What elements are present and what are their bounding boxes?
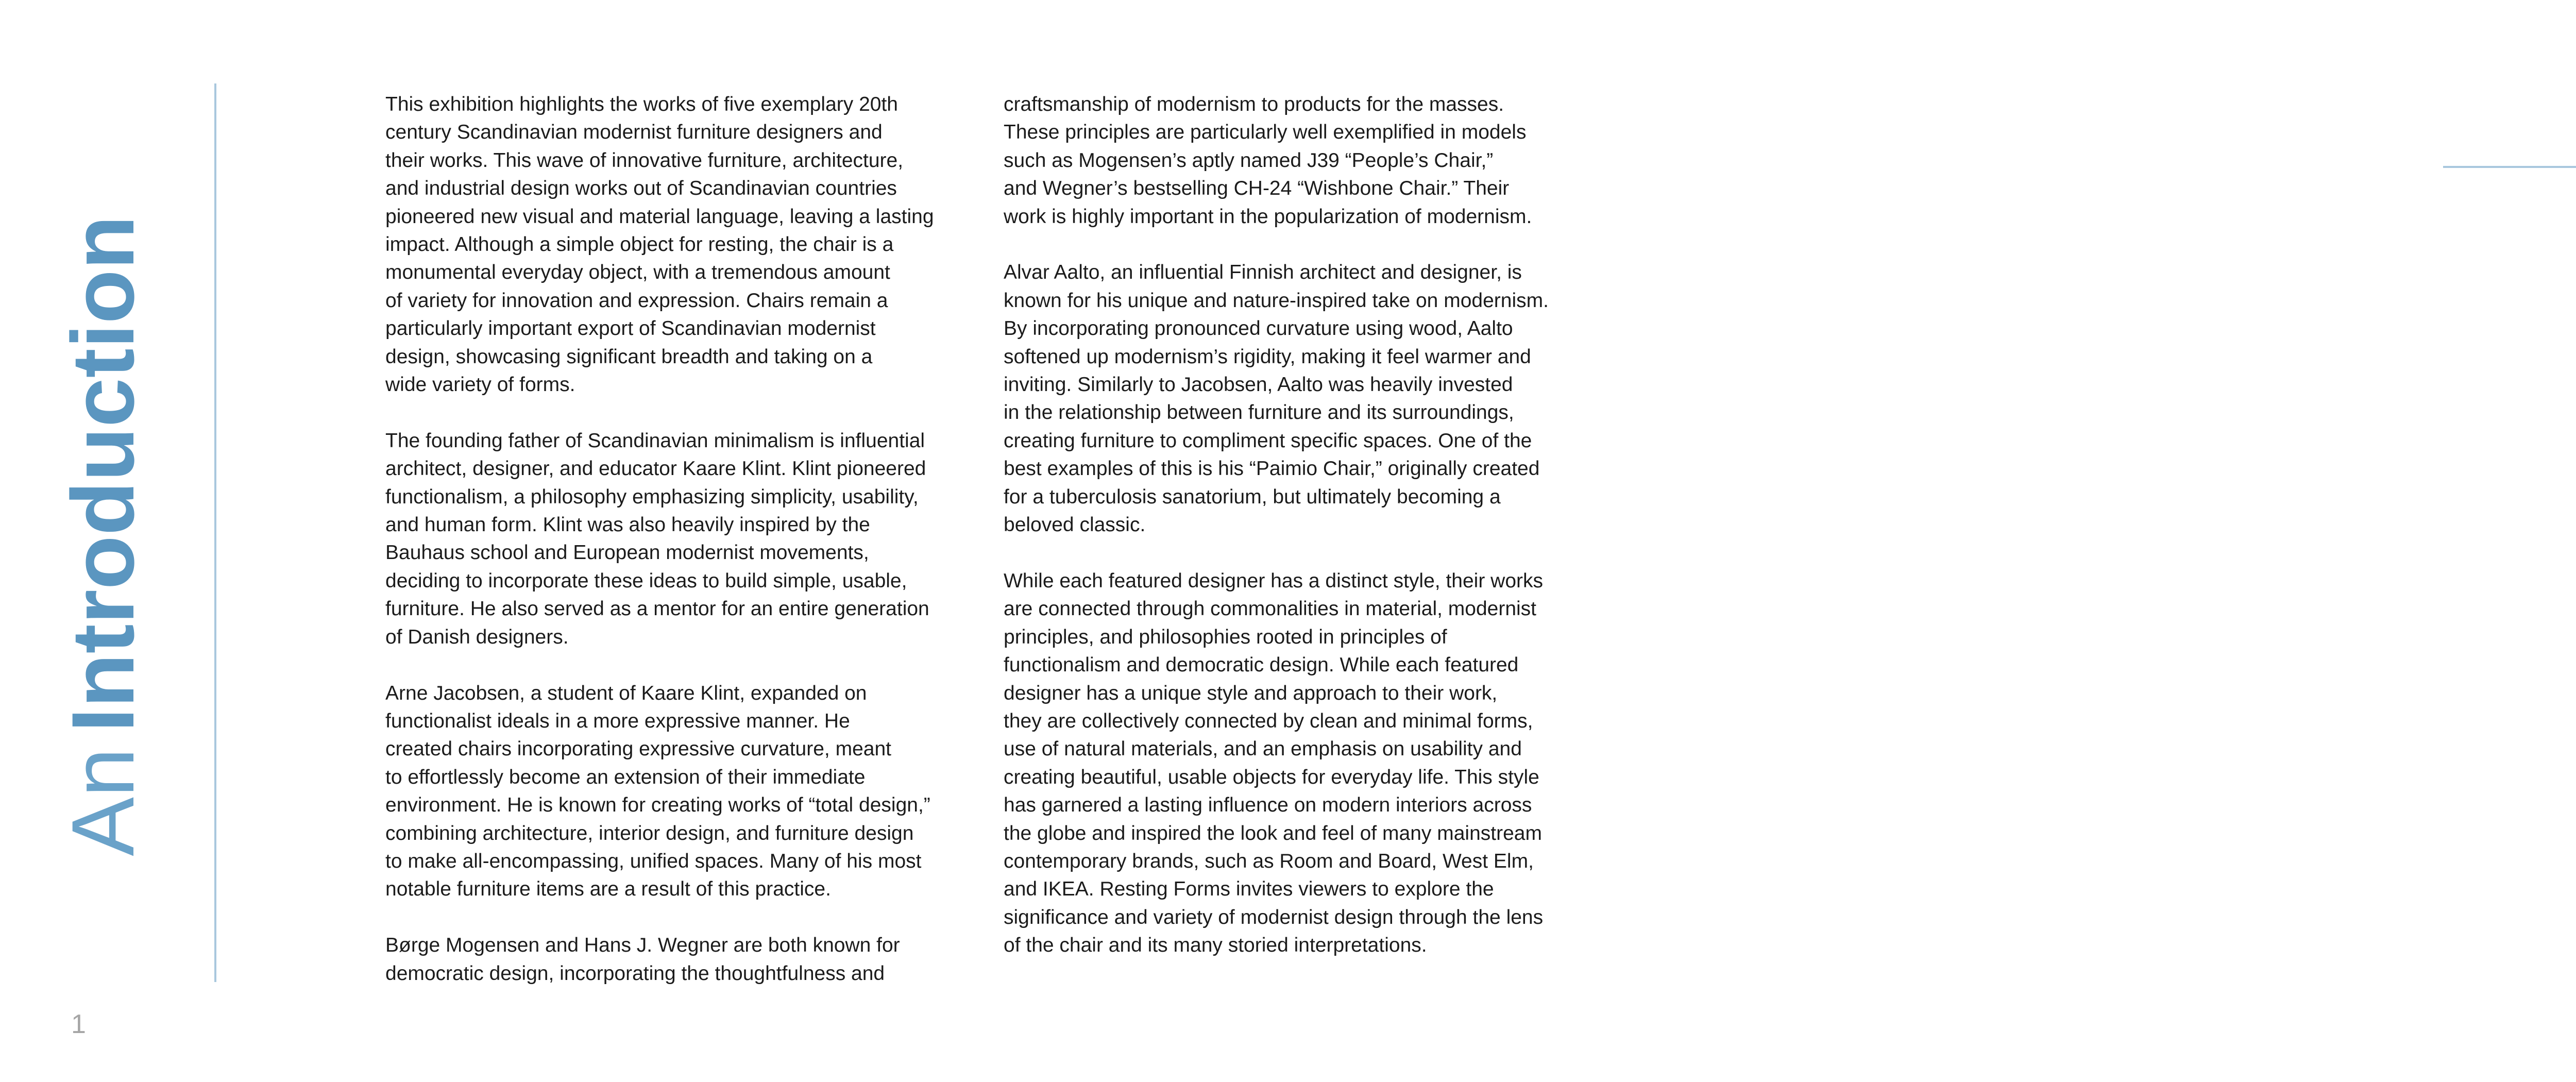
section-title [54,215,152,856]
text-column-left [385,91,993,1016]
paragraph: Børge Mogensen and Hans J. Wegner are both known for democratic design, incorporating the thoughtfulness and [385,934,900,985]
section-title-bold: Introduction [54,215,152,733]
paragraph: This exhibition highlights the works of five exemplary 20th century Scandinavian modernist furniture designers and their works. This wave of innovative furniture, architecture, and industrial design works out of Scandinavian countries pioneered new visual and material language, leaving a lasting impact. Although a simple object for resting, the chair is a monumental everyday object, with a tremendous amount of variety for innovation and expression. Chairs remain a particularly important export of Scandinavian modernist design, showcasing significant breadth and taking on a wide variety of forms. [385,93,934,396]
title-underline [2443,166,2576,168]
text-column-right [1004,91,1612,988]
paragraph: While each featured designer has a distinct style, their works are connected through commonalities in material, modernist principles, and philosophies rooted in principles of functionalism and democratic design. While each featured designer has a unique style and approach to their work, they are collectively connected by clean and minimal forms, use of natural materials, and an emphasis on usability and creating beautiful, usable objects for everyday life. This style has garnered a lasting influence on modern interiors across the globe and inspired the look and feel of many mainstream contemporary brands, such as Room and Board, West Elm, and IKEA. Resting Forms invites viewers to explore the significance and variety of modernist design through the lens of the chair and its many storied interpretations. [1004,569,1544,957]
paragraph: The founding father of Scandinavian minimalism is influential architect, designer, and educator Kaare Klint. Klint pioneered functionalism, a philosophy emphasizing simplicity, usability, and human form. Klint was also heavily inspired by the Bauhaus school and European modernist movements, deciding to incorporate these ideas to build simple, usable, furniture. He also served as a mentor for an entire generation of Danish designers. [385,429,929,648]
section-title-light: An [54,748,152,856]
vertical-divider [214,83,216,982]
paragraph: Alvar Aalto, an influential Finnish architect and designer, is known for his unique and nature-inspired take on modernism. By incorporating pronounced curvature using wood, Aalto softened up modernism’s rigidity, making it feel warmer and inviting. Similarly to Jacobsen, Aalto was heavily invested in the relationship between furniture and its surroundings, creating furniture to compliment specific spaces. One of the best examples of this is his “Paimio Chair,” originally created for a tuberculosis sanatorium, but ultimately becoming a beloved classic. [1004,261,1549,536]
paragraph: craftsmanship of modernism to products for the masses. These principles are particularly well exemplified in models such as Mogensen’s aptly named J39 “People’s Chair,” and Wegner’s bestselling CH-24 “Wishbone Chair.” Their work is highly important in the popularization of modernism. [1004,93,1532,228]
section-title-vertical [54,93,152,979]
page-number-left: 1 [71,1009,86,1039]
paragraph: Arne Jacobsen, a student of Kaare Klint, expanded on functionalist ideals in a more expressive manner. He created chairs incorporating expressive curvature, meant to effortlessly become an extension of their immediate environment. He is known for creating works of “total design,” combining architecture, interior design, and furniture design to make all-encompassing, unified spaces. Many of his most notable furniture items are a result of this practice. [385,682,930,901]
